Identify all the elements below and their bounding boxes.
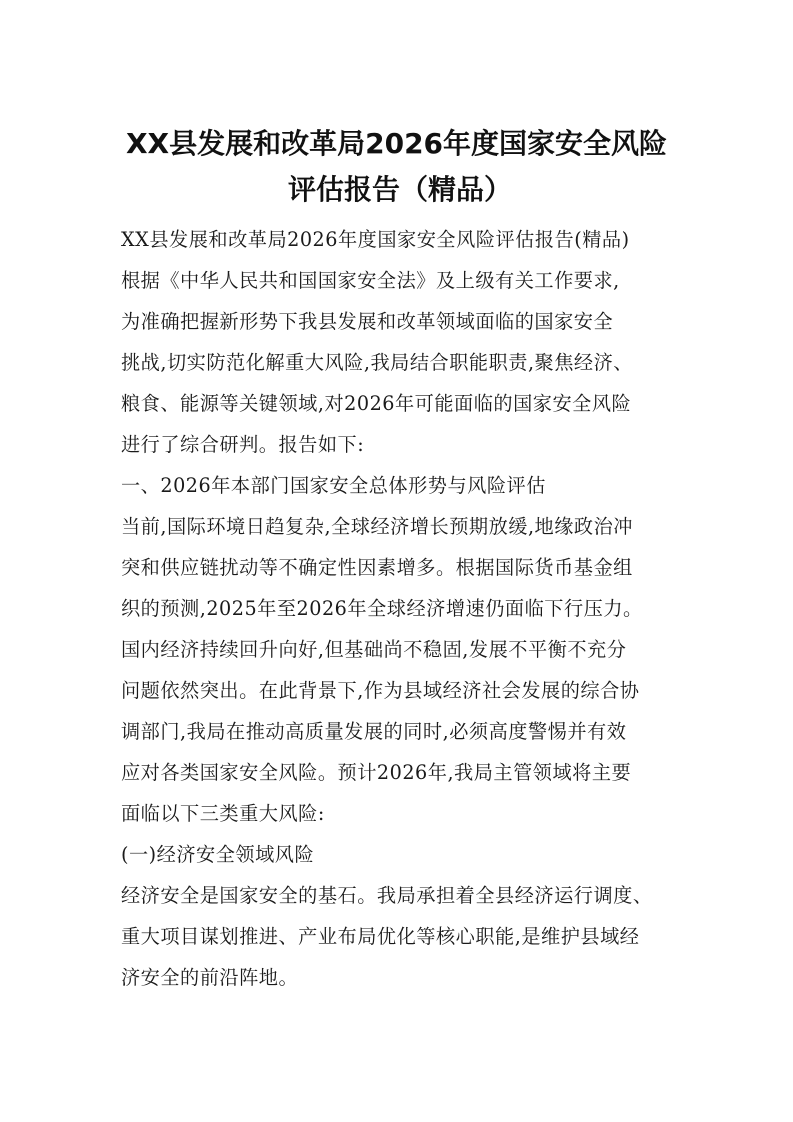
body-line: 重大项目谋划推进、产业布局优化等核心职能,是维护县域经 [121, 925, 640, 948]
subsection-heading: (一)经济安全领域风险 [121, 843, 315, 866]
document-body [121, 219, 681, 998]
section-heading: 一、2026年本部门国家安全总体形势与风险评估 [121, 474, 546, 497]
body-line: 进行了综合研判。报告如下: [121, 433, 365, 456]
document-title-line-1: XX县发展和改革局2026年度国家安全风险 [125, 127, 668, 160]
body-line: XX县发展和改革局2026年度国家安全风险评估报告(精品) [121, 228, 630, 251]
body-line: 济安全的前沿阵地。 [121, 966, 299, 989]
body-line: 经济安全是国家安全的基石。我局承担着全县经济运行调度、 [121, 884, 653, 907]
body-line: 织的预测,2025年至2026年全球经济增速仍面临下行压力。 [121, 597, 643, 620]
body-line: 根据《中华人民共和国国家安全法》及上级有关工作要求, [121, 269, 620, 292]
body-line: 应对各类国家安全风险。预计2026年,我局主管领域将主要 [121, 761, 632, 784]
body-line: 问题依然突出。在此背景下,作为县域经济社会发展的综合协 [121, 679, 640, 702]
body-line: 调部门,我局在推动高质量发展的同时,必须高度警惕并有效 [121, 720, 627, 743]
body-line: 挑战,切实防范化解重大风险,我局结合职能职责,聚焦经济、 [121, 351, 633, 374]
body-line: 粮食、能源等关键领域,对2026年可能面临的国家安全风险 [121, 392, 632, 415]
document-title-line-2: 评估报告（精品） [287, 173, 512, 206]
body-line: 面临以下三类重大风险: [121, 802, 325, 825]
body-line: 国内经济持续回升向好,但基础尚不稳固,发展不平衡不充分 [121, 638, 627, 661]
body-line: 当前,国际环境日趋复杂,全球经济增长预期放缓,地缘政治冲 [121, 515, 633, 538]
body-line: 为准确把握新形势下我县发展和改革领域面临的国家安全 [121, 310, 614, 333]
body-line: 突和供应链扰动等不确定性因素增多。根据国际货币基金组 [121, 556, 633, 579]
